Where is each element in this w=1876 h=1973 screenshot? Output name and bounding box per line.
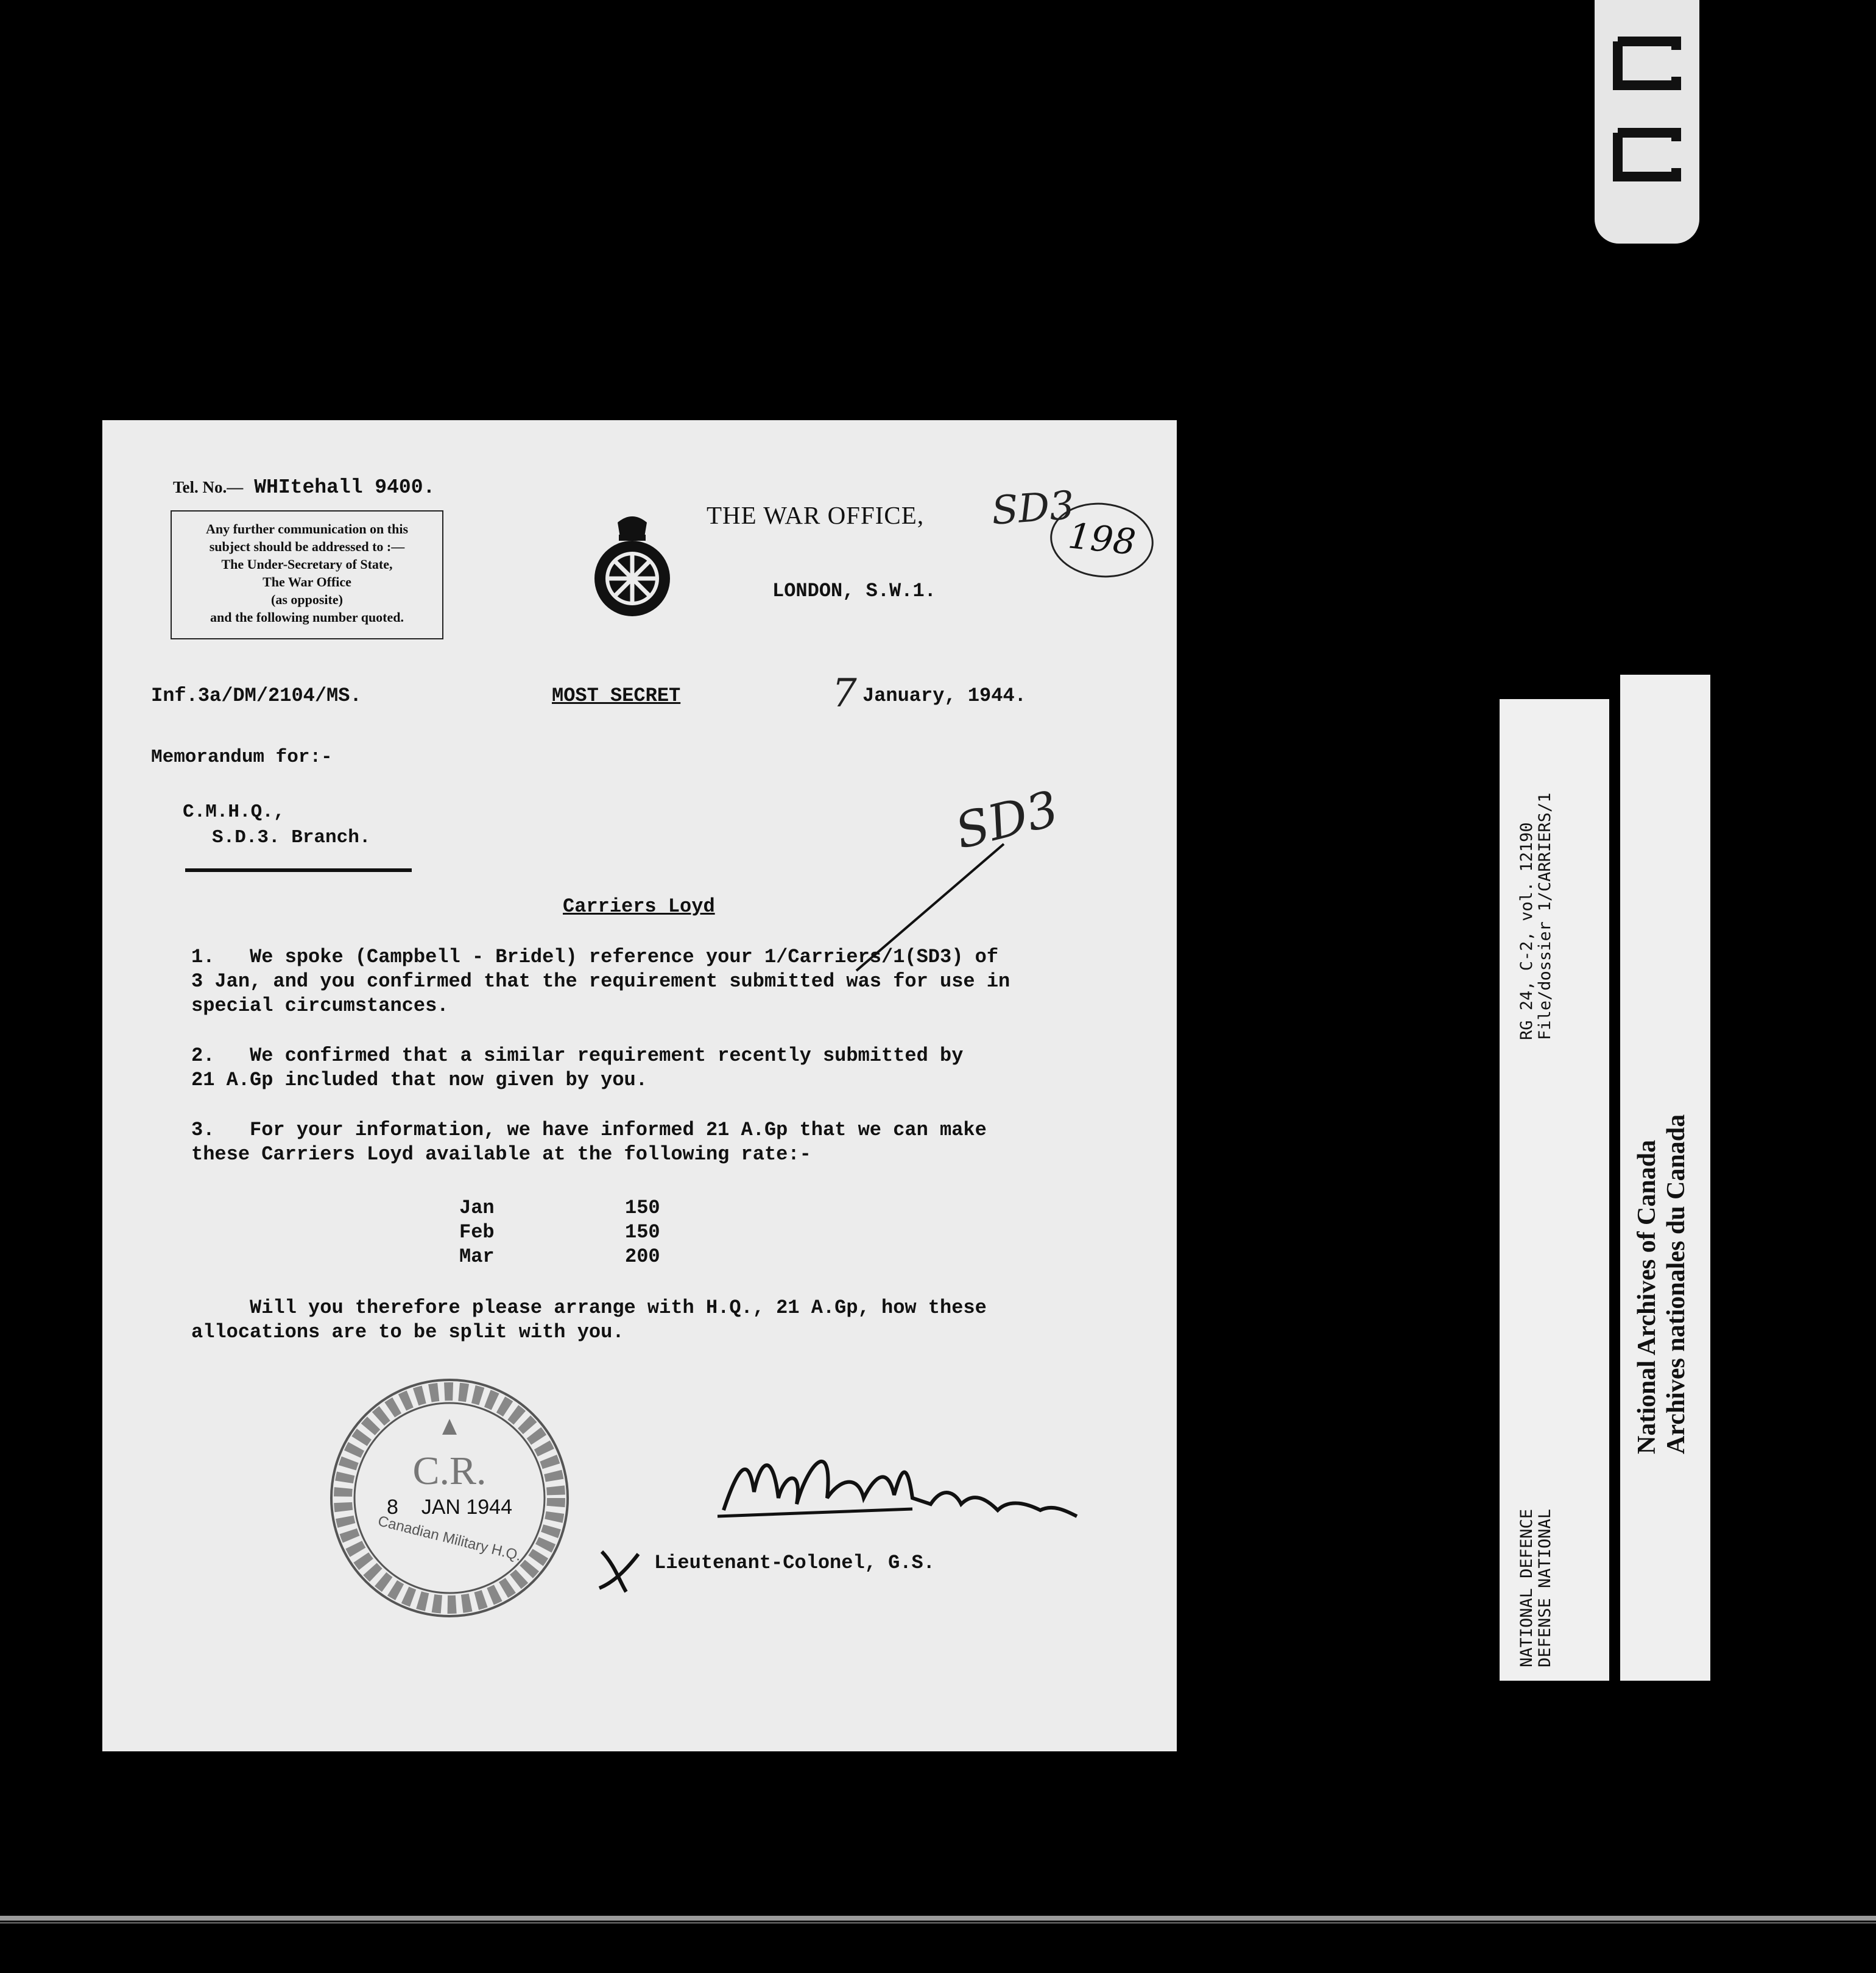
archive-name-label	[1620, 675, 1710, 1681]
handwritten-cross-icon	[596, 1546, 644, 1594]
office-location: LONDON, S.W.1.	[772, 580, 936, 602]
rate-month: Mar	[459, 1245, 495, 1268]
rate-month: Feb	[459, 1221, 495, 1243]
paragraph-1: 1. We spoke (Campbell - Bridel) reference your 1/Carriers/1(SD3) of 3 Jan, and you confirmed that the requirement submitted was for use in special circumstances.	[191, 946, 1010, 1017]
address-note-line: The War Office	[263, 574, 351, 589]
received-stamp	[328, 1376, 571, 1620]
address-note-box	[171, 510, 443, 639]
circled-number: 198	[1046, 498, 1157, 582]
stamp-org: Canadian Military H.Q.	[376, 1513, 523, 1564]
archive-reference	[1518, 793, 1554, 1040]
addressee-line-1: C.M.H.Q.,	[183, 801, 285, 823]
stamp-initials: C.R.	[412, 1449, 487, 1493]
reference-number: Inf.3a/DM/2104/MS.	[151, 684, 362, 707]
film-bottom-rule	[0, 1922, 1876, 1924]
film-edge-mark	[1595, 0, 1699, 244]
rate-quantity: 200	[625, 1245, 660, 1268]
war-office-crest-icon	[591, 510, 674, 619]
handwritten-sd3-top: SD3	[990, 483, 1076, 534]
rate-row	[459, 1245, 660, 1269]
department-label	[1518, 1509, 1554, 1667]
address-note-line: Any further communication on this	[205, 521, 409, 536]
divider	[185, 868, 412, 872]
department-line-2: DEFENSE NATIONAL	[1536, 1508, 1554, 1667]
archive-name	[1632, 1114, 1691, 1454]
department-line-1: NATIONAL DEFENCE	[1517, 1508, 1536, 1667]
archive-name-fr: Archives nationales du Canada	[1662, 1114, 1690, 1454]
rate-quantity: 150	[625, 1221, 660, 1243]
office-name: THE WAR OFFICE,	[707, 501, 925, 529]
rate-row	[459, 1196, 660, 1220]
rates-table	[459, 1196, 660, 1269]
signatory-title: Lieutenant-Colonel, G.S.	[654, 1552, 935, 1574]
addressee-line-2: S.D.3. Branch.	[212, 827, 371, 848]
rate-month: Jan	[459, 1197, 495, 1219]
address-note-line: and the following number quoted.	[210, 610, 404, 625]
address-note-line: (as opposite)	[271, 592, 343, 607]
address-note-line: subject should be addressed to :—	[209, 539, 405, 554]
classification: MOST SECRET	[552, 684, 681, 707]
handwritten-day: 7	[832, 671, 857, 716]
film-bracket-icon	[1613, 128, 1681, 181]
document-page	[102, 420, 1177, 1751]
tel-label: Tel. No.—	[173, 478, 244, 496]
paragraph-4: Will you therefore please arrange with H.Q., 21 A.Gp, how these allocations are to be split with you.	[191, 1296, 987, 1343]
address-note-line: The Under-Secretary of State,	[221, 557, 393, 572]
signature-icon	[711, 1437, 1089, 1522]
archive-ref-line-1: RG 24, C-2, vol. 12190	[1517, 822, 1536, 1040]
stamp-day: 8	[386, 1496, 398, 1519]
stamp-date	[328, 1496, 571, 1519]
memo-label: Memorandum for:-	[151, 747, 333, 768]
paragraph-3: 3. For your information, we have informed 21 A.Gp that we can make these Carriers Loyd available at the following rate:-	[191, 1119, 987, 1166]
letter-date: January, 1944.	[862, 684, 1026, 707]
tel-number: WHItehall 9400.	[254, 476, 436, 499]
rate-quantity: 150	[625, 1197, 660, 1219]
stamp-month-year: JAN 1944	[421, 1496, 513, 1519]
telephone-line	[173, 476, 435, 499]
archive-reference-label	[1500, 699, 1609, 1681]
archive-name-en: National Archives of Canada	[1633, 1139, 1661, 1454]
archive-ref-line-2: File/dossier 1/CARRIERS/1	[1536, 792, 1554, 1040]
paragraph-2: 2. We confirmed that a similar requirement recently submitted by 21 A.Gp included that now given by you.	[191, 1044, 964, 1091]
film-bracket-icon	[1613, 37, 1681, 90]
film-bottom-rule	[0, 1916, 1876, 1921]
rate-row	[459, 1220, 660, 1245]
handwritten-sd3-middle: SD3	[950, 779, 1064, 860]
subject-title: Carriers Loyd	[563, 895, 715, 918]
